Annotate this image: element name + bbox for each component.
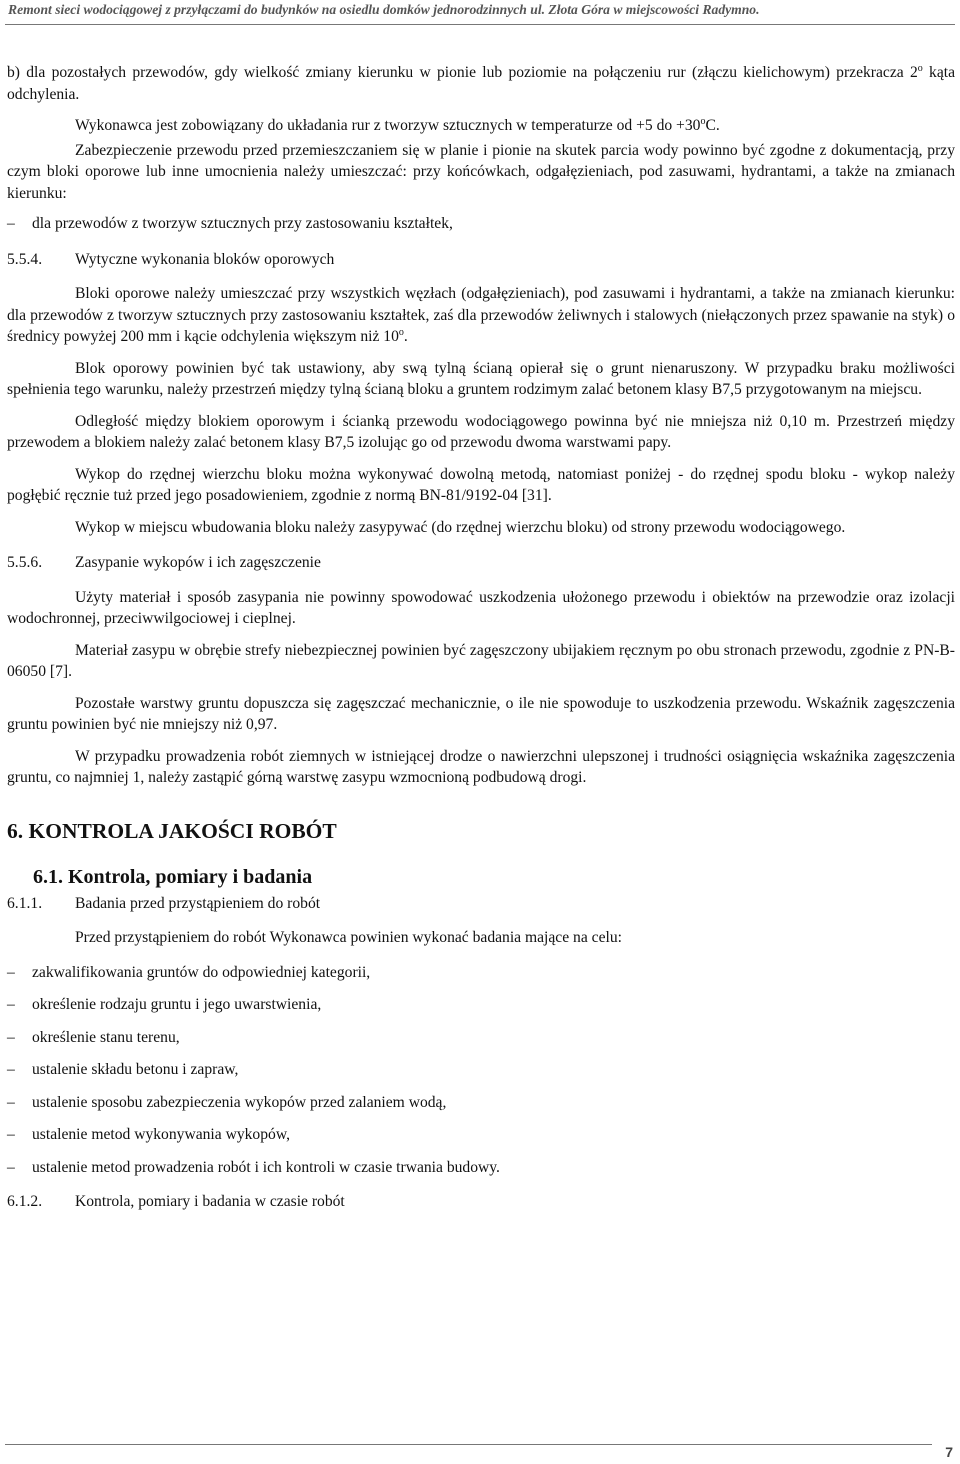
- header-rule: [5, 24, 955, 25]
- list-item: – ustalenie składu betonu i zapraw,: [7, 1059, 955, 1081]
- running-header: Remont sieci wodociągowej z przyłączami do budynków na osiedlu domków jednorodzinnych ul. Złota Góra w miejscowości Radymno.: [8, 2, 760, 17]
- page-number: 7: [945, 1444, 953, 1460]
- paragraph-b-tail: kąta odchylenia.: [7, 64, 955, 103]
- section-title: Kontrola, pomiary i badania w czasie robót: [75, 1193, 345, 1211]
- paragraph-blocks-text: Bloki oporowe należy umieszczać przy wszystkich węzłach (odgałęzieniach), pod zasuwami i hydrantami, a także na zmianach kierunku: dla przewodów z tworzyw sztucznych przy zastosowaniu kształtek, zaś dla przewodów żeliwnych i stalowych (niełączonych przez spawanie na styk) o średnicy powyżej 200 mm i kącie odchylenia większym niż 10: [7, 285, 955, 346]
- section-5-5-4: [7, 249, 955, 271]
- list-item: – określenie rodzaju gruntu i jego uwarstwienia,: [7, 994, 955, 1016]
- section-number: 5.5.4.: [7, 250, 43, 268]
- paragraph-protection: Zabezpieczenie przewodu przed przemieszczaniem się w planie i pionie na skutek parcia wody powinno być zgodne z dokumentacją, przy czym bloki oporowe lub inne umocnienia należy umieszczać: przy końcówkach, odgałęzieniach, pod zasuwami, hydrantami, a także na zmianach kierunku:: [7, 141, 955, 202]
- section-6-1-2: [7, 1191, 955, 1213]
- section-number: 6.1.1.: [7, 894, 43, 912]
- section-title: Badania przed przystąpieniem do robót: [75, 894, 321, 912]
- section-title: Zasypanie wykopów i ich zagęszczenie: [75, 554, 321, 572]
- paragraph-blocks: [7, 283, 955, 348]
- list-item: – ustalenie metod wykonywania wykopów,: [7, 1124, 955, 1146]
- list-item: – określenie stanu terenu,: [7, 1027, 955, 1049]
- paragraph-blocks-tail: .: [403, 328, 408, 346]
- list-item: – ustalenie metod prowadzenia robót i ich kontroli w czasie trwania budowy.: [7, 1157, 955, 1179]
- dash-item: – dla przewodów z tworzyw sztucznych przy zastosowaniu kształtek,: [7, 213, 955, 235]
- document-body: [7, 62, 955, 1213]
- paragraph-temperature-tail: C.: [705, 117, 720, 135]
- paragraph-temperature-text: Wykonawca jest zobowiązany do układania rur z tworzyw sztucznych w temperaturze od +5 do +30: [75, 117, 701, 135]
- degree-sup: o: [398, 326, 404, 338]
- paragraph-excavation: Wykop do rzędnej wierzchu bloku można wykonywać dowolną metodą, natomiast poniżej - do rzędnej spodu bloku - wykop należy pogłębić ręcznie tuż przed jego posadowieniem, zgodnie z normą BN-81/9192-04 [31].: [7, 465, 955, 505]
- paragraph-distance: Odległość między blokiem oporowym i ścianką przewodu wodociągowego powinna być nie mniejsza niż 0,10 m. Przestrzeń między przewodem a blokiem należy zalać betonem klasy B7,5 izolując go od przewodu dwoma warstwami papy.: [7, 412, 955, 452]
- degree-sup: o: [917, 62, 923, 74]
- paragraph-b-text: b) dla pozostałych przewodów, gdy wielkość zmiany kierunku w pionie lub poziomie na połączeniu rur (złączu kielichowym) przekracza 2: [7, 64, 918, 81]
- paragraph-before-works: Przed przystąpieniem do robót Wykonawca powinien wykonać badania mające na celu:: [75, 929, 622, 947]
- paragraph-road: W przypadku prowadzenia robót ziemnych w istniejącej drodze o nawierzchni ulepszonej i trudności osiągnięcia wskaźnika zagęszczenia gruntu, co najmniej 1, należy zastąpić górną warstwę zasypu wzmocnioną podbudową drogi.: [7, 747, 955, 787]
- heading-section-6: 6. KONTROLA JAKOŚCI ROBÓT: [7, 818, 337, 843]
- paragraph-temperature: [7, 115, 955, 137]
- paragraph-b: [7, 62, 955, 105]
- list-item: – zakwalifikowania gruntów do odpowiedniej kategorii,: [7, 962, 955, 984]
- task-list: [7, 962, 955, 1179]
- section-number: 6.1.2.: [7, 1193, 43, 1211]
- paragraph-backfill: Wykop w miejscu wbudowania bloku należy zasypywać (do rzędnej wierzchu bloku) od strony przewodu wodociągowego.: [75, 518, 846, 536]
- degree-sup: o: [700, 115, 706, 127]
- paragraph-material: Użyty materiał i sposób zasypania nie powinny spowodować uszkodzenia ułożonego przewodu i obiektów na przewodzie oraz izolacji wodochronnej, przeciwwilgociowej i cieplnej.: [7, 588, 955, 628]
- section-number: 5.5.6.: [7, 554, 43, 572]
- paragraph-layers: Pozostałe warstwy gruntu dopuszcza się zagęszczać mechanicznie, o ile nie spowoduje to uszkodzenia przewodu. Wskaźnik zagęszczenia gruntu powinien być nie mniejszy niż 0,97.: [7, 694, 955, 734]
- list-item: – ustalenie sposobu zabezpieczenia wykopów przed zalaniem wodą,: [7, 1092, 955, 1114]
- section-5-5-6: [7, 552, 955, 574]
- section-title: Wytyczne wykonania bloków oporowych: [75, 250, 335, 268]
- footer-rule: [5, 1444, 932, 1445]
- paragraph-compaction: Materiał zasypu w obrębie strefy niebezpiecznej powinien być zagęszczony ubijakiem ręcznym po obu stronach przewodu, zgodnie z PN-B-06050 [7].: [7, 641, 955, 681]
- section-6-1-1: [7, 893, 955, 915]
- paragraph-block-position: Blok oporowy powinien być tak ustawiony, aby swą tylną ścianą opierał się o grunt nienaruszony. W przypadku braku możliwości spełnienia tego warunku, należy przestrzeń między tylną ścianą bloku a gruntem rodzimym zalać betonem klasy B7,5 przygotowanym na miejscu.: [7, 359, 955, 399]
- heading-section-6-1: 6.1. Kontrola, pomiary i badania: [33, 865, 313, 888]
